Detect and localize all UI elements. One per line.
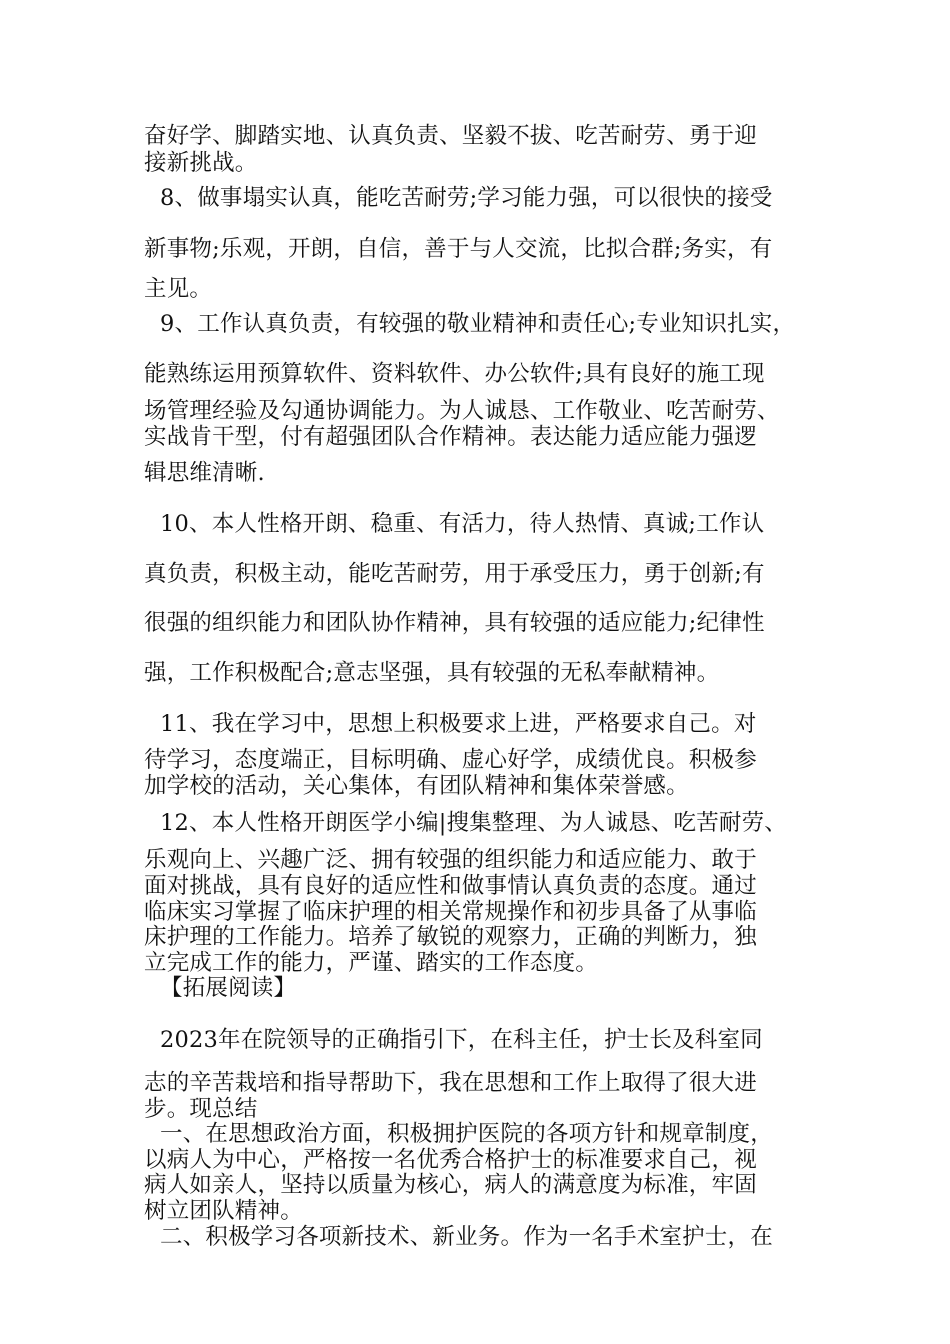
text-line: 9、工作认真负责，有较强的敬业精神和责任心;专业知识扎实， [160,311,796,337]
text-line: 步。现总结 [144,1096,258,1122]
text-line: 床护理的工作能力。培养了敏锐的观察力，正确的判断力，独 [144,924,757,950]
text-line: 12、本人性格开朗医学小编|搜集整理、为人诚恳、吃苦耐劳、 [160,810,788,836]
text-line: 11、我在学习中，思想上积极要求上进，严格要求自己。对 [160,711,757,737]
text-line: 很强的组织能力和团队协作精神，具有较强的适应能力;纪律性 [144,610,765,636]
text-line: 10、本人性格开朗、稳重、有活力，待人热情、真诚;工作认 [160,511,765,537]
text-line: 面对挑战，具有良好的适应性和做事情认真负责的态度。通过 [144,873,757,899]
text-line: 8、做事塌实认真，能吃苦耐劳;学习能力强，可以很快的接受 [160,185,773,211]
text-line: 强，工作积极配合;意志坚强，具有较强的无私奉献精神。 [144,660,720,686]
text-line: 立完成工作的能力，严谨、踏实的工作态度。 [144,950,599,976]
text-line: 以病人为中心，严格按一名优秀合格护士的标准要求自己，视 [144,1147,757,1173]
text-line: 病人如亲人，坚持以质量为核心，病人的满意度为标准，牢固 [144,1172,757,1198]
text-line: 能熟练运用预算软件、资料软件、办公软件;具有良好的施工现 [144,361,765,387]
text-line: 奋好学、脚踏实地、认真负责、坚毅不拔、吃苦耐劳、勇于迎 [144,123,757,149]
text-line: 二、积极学习各项新技术、新业务。作为一名手术室护士，在 [160,1224,773,1250]
text-line: 临床实习掌握了临床护理的相关常规操作和初步具备了从事临 [144,899,757,925]
text-line: 乐观向上、兴趣广泛、拥有较强的组织能力和适应能力、敢于 [144,847,757,873]
text-line: 2023年在院领导的正确指引下，在科主任，护士长及科室同 [160,1027,763,1053]
text-line: 一、在思想政治方面，积极拥护医院的各项方针和规章制度， [160,1121,773,1147]
text-line: 树立团队精神。 [144,1198,303,1224]
text-line: 志的辛苦栽培和指导帮助下，我在思想和工作上取得了很大进 [144,1070,757,1096]
text-line: 真负责，积极主动，能吃苦耐劳，用于承受压力，勇于创新;有 [144,561,765,587]
text-line: 接新挑战。 [144,150,258,176]
text-line: 实战肯干型，付有超强团队合作精神。表达能力适应能力强逻 [144,424,757,450]
text-line: 主见。 [144,276,213,302]
text-line: 辑思维清晰. [144,460,265,486]
text-line: 场管理经验及勾通协调能力。为人诚恳、工作敬业、吃苦耐劳、 [144,398,780,424]
text-line: 新事物;乐观，开朗，自信，善于与人交流，比拟合群;务实，有 [144,236,773,262]
text-line: 加学校的活动，关心集体，有团队精神和集体荣誉感。 [144,773,689,799]
text-line: 待学习，态度端正，目标明确、虚心好学，成绩优良。积极参 [144,747,757,773]
section-heading: 【拓展阅读】 [160,975,297,1001]
